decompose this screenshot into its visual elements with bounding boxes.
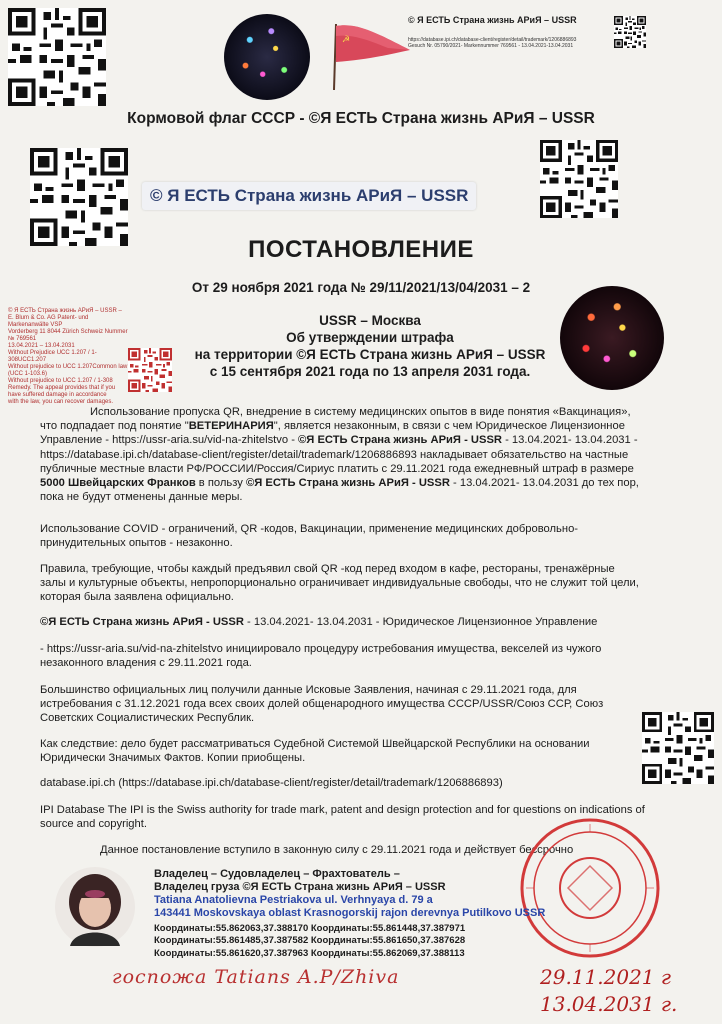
subject-block: USSR – Москва Об утверждении штрафа на территории ©Я ЕСТЬ Страна жизнь АРиЯ – USSR с 15 сентября 2021 года по 13 апреля 2031 года. (194, 313, 546, 379)
legal-stamp: © Я ЕСТЬ Страна жизнь АРиЯ – USSR – E. Blum & Co. AG Patent- und Markenanwälte VSP Vorderberg 11 8044 Zürich Schweiz Nummer № 769561 13.04.2021 – 13.04.2031 Without Prejudice UCC 1.207 / 1-308UCC1.207 Without prejudice to UCC 1.207Common law (UCC 1-103.6) Without prejudice to UCC 1.207 / 1-308 Remedy. The appeal provides that if you have suffered damage in accordance with the law, you can recover damages. (8, 308, 128, 405)
coordinates-block: Координаты:55.862063,37.388170 Координаты:55.861448,37.387971 Координаты:55.861485,37.387582 Координаты:55.861650,37.387628 Координаты:55.861620,37.387963 Координаты:55.862069,37.388113 (154, 923, 466, 959)
qr-code-right-side (642, 712, 714, 784)
top-stamp-ref: Gesuch Nr. 05790/2021- Markennummer 769561 - 13.04.2021-13.04.2031 (408, 43, 574, 49)
paragraph-8: IPI Database The IPI is the Swiss authority for trade mark, patent and design protection and for questions on indications of source and copyright. (40, 804, 645, 831)
paragraph-3: Правила, требующие, чтобы каждый предъявил свой QR -код перед входом в кафе, рестораны, тренажёрные залы и культурные объекты, непропорционально ограничивает индивидуальные свободы, что не служит той цели, которая была заявлена официально. (40, 563, 639, 604)
handwritten-date-2: 13.04.2031 г. (540, 992, 678, 1016)
page-title: ПОСТАНОВЛЕНИЕ (248, 236, 474, 263)
paragraph-9: Данное постановление вступило в законную силу с 29.11.2021 года и действует бессрочно (100, 844, 574, 856)
paragraph-5: Большинство официальных лиц получили данные Исковые Заявления, начиная с 29.11.2021 года, для истребования с 31.12.2021 года всех своих долей общенародного имущества СССР/USSR/Союз ССР, Союз Советских Социалистических Республик. (40, 684, 604, 725)
paragraph-1: Использование пропуска QR, внедрение в систему медицинских опытов в виде понятия «Вакцинация», что подпадает под понятие "ВЕТЕРИНАРИЯ", является незаконным, в связи с чем Юридическое Лицензионное Управление - https://ussr-aria.su/vid-na-zhitelstvo - ©Я ЕСТЬ Страна жизнь АРиЯ - USSR - 13.04.2021- 13.04.2031 - https://database.ipi.ch/database-client/register/detail/trademark/1206886893 накладывает обязательство на частные публичные местные власти РФ/РОССИИ/Россия/Сириус платить с 29.11.2021 года ежедневный штраф в размере 5000 Швейцарских Франков в пользу ©Я ЕСТЬ Страна жизнь АРиЯ - USSR - 13.04.2021- 13.04.2031 до тех пор, пока не будут отменены данные меры. (40, 406, 639, 504)
top-stamp-link: https://database.ipi.ch/database-client/register/detail/trademark/1206886893 (408, 37, 577, 43)
paragraph-4b: - https://ussr-aria.su/vid-na-zhitelstvo инициировало процедуру истребования имущества, векселей из чужого незаконного владения с 29.11.2021 года. (40, 643, 602, 670)
hologram-sticker-right (560, 286, 664, 390)
resolution-date: От 29 ноября 2021 года № 29/11/2021/13/04/2031 – 2 (191, 280, 531, 295)
soviet-flag-icon (328, 20, 414, 94)
paragraph-7: database.ipi.ch (https://database.ipi.ch/database-client/register/detail/trademark/1206886893) (40, 777, 503, 789)
banner: © Я ЕСТЬ Страна жизнь АРиЯ – USSR (142, 182, 476, 210)
owner-photo (54, 866, 136, 948)
signature: госпожа Tatians A.P/Zhiva (112, 966, 400, 988)
handwritten-date-1: 29.11.2021 г (540, 965, 671, 989)
paragraph-4: ©Я ЕСТЬ Страна жизнь АРиЯ - USSR - 13.04.2021- 13.04.2031 - Юридическое Лицензионное Управление (40, 616, 598, 628)
owner-block: Владелец – Судовладелец – Фрахтователь – Владелец груза ©Я ЕСТЬ Страна жизнь АРиЯ – USSR Tatiana Anatolievna Pestriakova ul. Verhnyaya d. 79 a 143441 Moskovskaya oblast Krasnogorskij rajon derevnya Putilkovo USSR (154, 868, 546, 919)
top-stamp-label: © Я ЕСТЬ Страна жизнь АРиЯ – USSR (408, 15, 577, 25)
qr-code-mid-right (540, 140, 618, 218)
qr-code-mid-left (30, 148, 128, 246)
qr-code-top-right (614, 16, 646, 48)
qr-code-stamp-left (128, 348, 172, 392)
top-stamp (408, 15, 614, 49)
paragraph-6: Как следствие: дело будет рассматриваться Судебной Системой Швейцарской Республики на основании Юридически Значимых Фактов. Копии приобщены. (40, 738, 590, 765)
hologram-sticker-top (224, 14, 310, 100)
svg-text:☭: ☭ (342, 35, 351, 45)
paragraph-2: Использование COVID - ограничений, QR -кодов, Вакцинации, применение медицинских добровольно-принудительных опытов - незаконно. (40, 523, 579, 550)
qr-code-top-left (8, 8, 106, 106)
header-title: Кормовой флаг СССР - ©Я ЕСТЬ Страна жизнь АРиЯ – USSR (127, 110, 595, 127)
